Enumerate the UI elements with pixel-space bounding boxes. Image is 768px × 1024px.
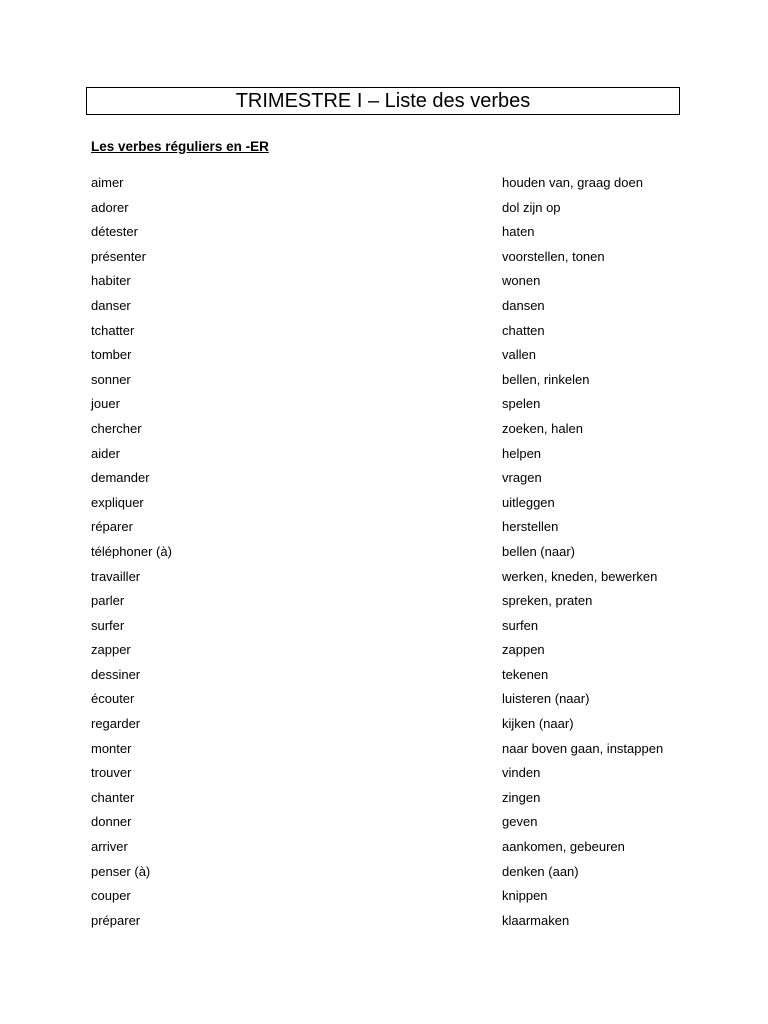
french-verb: préparer bbox=[91, 912, 141, 928]
french-verb: adorer bbox=[91, 199, 129, 215]
french-verb: habiter bbox=[91, 273, 131, 289]
list-item bbox=[91, 321, 691, 346]
list-item bbox=[91, 173, 691, 198]
list-item bbox=[91, 689, 691, 714]
list-item bbox=[91, 198, 691, 223]
french-verb: monter bbox=[91, 740, 132, 756]
list-item bbox=[91, 591, 691, 616]
list-item bbox=[91, 788, 691, 813]
list-item bbox=[91, 444, 691, 469]
list-item bbox=[91, 542, 691, 567]
list-item bbox=[91, 468, 691, 493]
verb-list bbox=[91, 173, 691, 935]
french-verb: couper bbox=[91, 888, 131, 904]
list-item bbox=[91, 419, 691, 444]
french-verb: sonner bbox=[91, 371, 131, 387]
list-item bbox=[91, 296, 691, 321]
list-item bbox=[91, 567, 691, 592]
list-item bbox=[91, 862, 691, 887]
title-box bbox=[86, 87, 680, 115]
list-item bbox=[91, 714, 691, 739]
french-verb: chercher bbox=[91, 420, 142, 436]
dutch-translation: kijken (naar) bbox=[502, 716, 574, 732]
dutch-translation: werken, kneden, bewerken bbox=[502, 568, 658, 584]
dutch-translation: bellen, rinkelen bbox=[502, 371, 590, 387]
french-verb: arriver bbox=[91, 839, 128, 855]
dutch-translation: chatten bbox=[502, 322, 545, 338]
french-verb: chanter bbox=[91, 789, 135, 805]
french-verb: trouver bbox=[91, 765, 132, 781]
list-item bbox=[91, 812, 691, 837]
list-item bbox=[91, 247, 691, 272]
list-item bbox=[91, 665, 691, 690]
french-verb: tchatter bbox=[91, 322, 135, 338]
list-item bbox=[91, 517, 691, 542]
french-verb: travailler bbox=[91, 568, 141, 584]
list-item bbox=[91, 739, 691, 764]
dutch-translation: klaarmaken bbox=[502, 912, 570, 928]
dutch-translation: helpen bbox=[502, 445, 542, 461]
dutch-translation: wonen bbox=[502, 273, 541, 289]
dutch-translation: zappen bbox=[502, 642, 545, 658]
list-item bbox=[91, 763, 691, 788]
french-verb: parler bbox=[91, 593, 125, 609]
french-verb: détester bbox=[91, 224, 138, 240]
dutch-translation: geven bbox=[502, 814, 538, 830]
list-item bbox=[91, 616, 691, 641]
dutch-translation: surfen bbox=[502, 617, 539, 633]
list-item bbox=[91, 640, 691, 665]
dutch-translation: vragen bbox=[502, 470, 542, 486]
page-title: TRIMESTRE I – Liste des verbes bbox=[235, 89, 531, 112]
list-item bbox=[91, 493, 691, 518]
dutch-translation: zoeken, halen bbox=[502, 420, 583, 436]
dutch-translation: dol zijn op bbox=[502, 199, 561, 215]
french-verb: danser bbox=[91, 297, 131, 313]
dutch-translation: naar boven gaan, instappen bbox=[502, 740, 664, 756]
list-item bbox=[91, 222, 691, 247]
list-item bbox=[91, 271, 691, 296]
french-verb: tomber bbox=[91, 347, 132, 363]
dutch-translation: voorstellen, tonen bbox=[502, 248, 605, 264]
french-verb: regarder bbox=[91, 716, 141, 732]
dutch-translation: uitleggen bbox=[502, 494, 555, 510]
list-item bbox=[91, 370, 691, 395]
dutch-translation: houden van, graag doen bbox=[502, 175, 643, 190]
dutch-translation: bellen (naar) bbox=[502, 543, 575, 559]
dutch-translation: vallen bbox=[502, 347, 536, 363]
french-verb: dessiner bbox=[91, 666, 141, 682]
dutch-translation: tekenen bbox=[502, 666, 549, 682]
dutch-translation: spelen bbox=[502, 396, 541, 412]
french-verb: téléphoner (à) bbox=[91, 543, 172, 559]
french-verb: zapper bbox=[91, 642, 131, 658]
list-item bbox=[91, 394, 691, 419]
french-verb: jouer bbox=[91, 396, 120, 412]
french-verb: penser (à) bbox=[91, 863, 151, 879]
list-item bbox=[91, 345, 691, 370]
french-verb: aimer bbox=[91, 175, 124, 190]
dutch-translation: vinden bbox=[502, 765, 541, 781]
dutch-translation: haten bbox=[502, 224, 535, 240]
french-verb: expliquer bbox=[91, 494, 144, 510]
section-heading: Les verbes réguliers en -ER bbox=[91, 139, 269, 154]
dutch-translation: aankomen, gebeuren bbox=[502, 839, 625, 855]
french-verb: aider bbox=[91, 445, 120, 461]
dutch-translation: spreken, praten bbox=[502, 593, 593, 609]
dutch-translation: zingen bbox=[502, 789, 541, 805]
french-verb: donner bbox=[91, 814, 132, 830]
list-item bbox=[91, 837, 691, 862]
french-verb: demander bbox=[91, 470, 150, 486]
french-verb: écouter bbox=[91, 691, 135, 707]
french-verb: présenter bbox=[91, 248, 146, 264]
list-item bbox=[91, 911, 691, 936]
dutch-translation: luisteren (naar) bbox=[502, 691, 590, 707]
dutch-translation: denken (aan) bbox=[502, 863, 579, 879]
list-item bbox=[91, 886, 691, 911]
dutch-translation: knippen bbox=[502, 888, 548, 904]
french-verb: surfer bbox=[91, 617, 125, 633]
dutch-translation: herstellen bbox=[502, 519, 559, 535]
dutch-translation: dansen bbox=[502, 297, 545, 313]
french-verb: réparer bbox=[91, 519, 133, 535]
